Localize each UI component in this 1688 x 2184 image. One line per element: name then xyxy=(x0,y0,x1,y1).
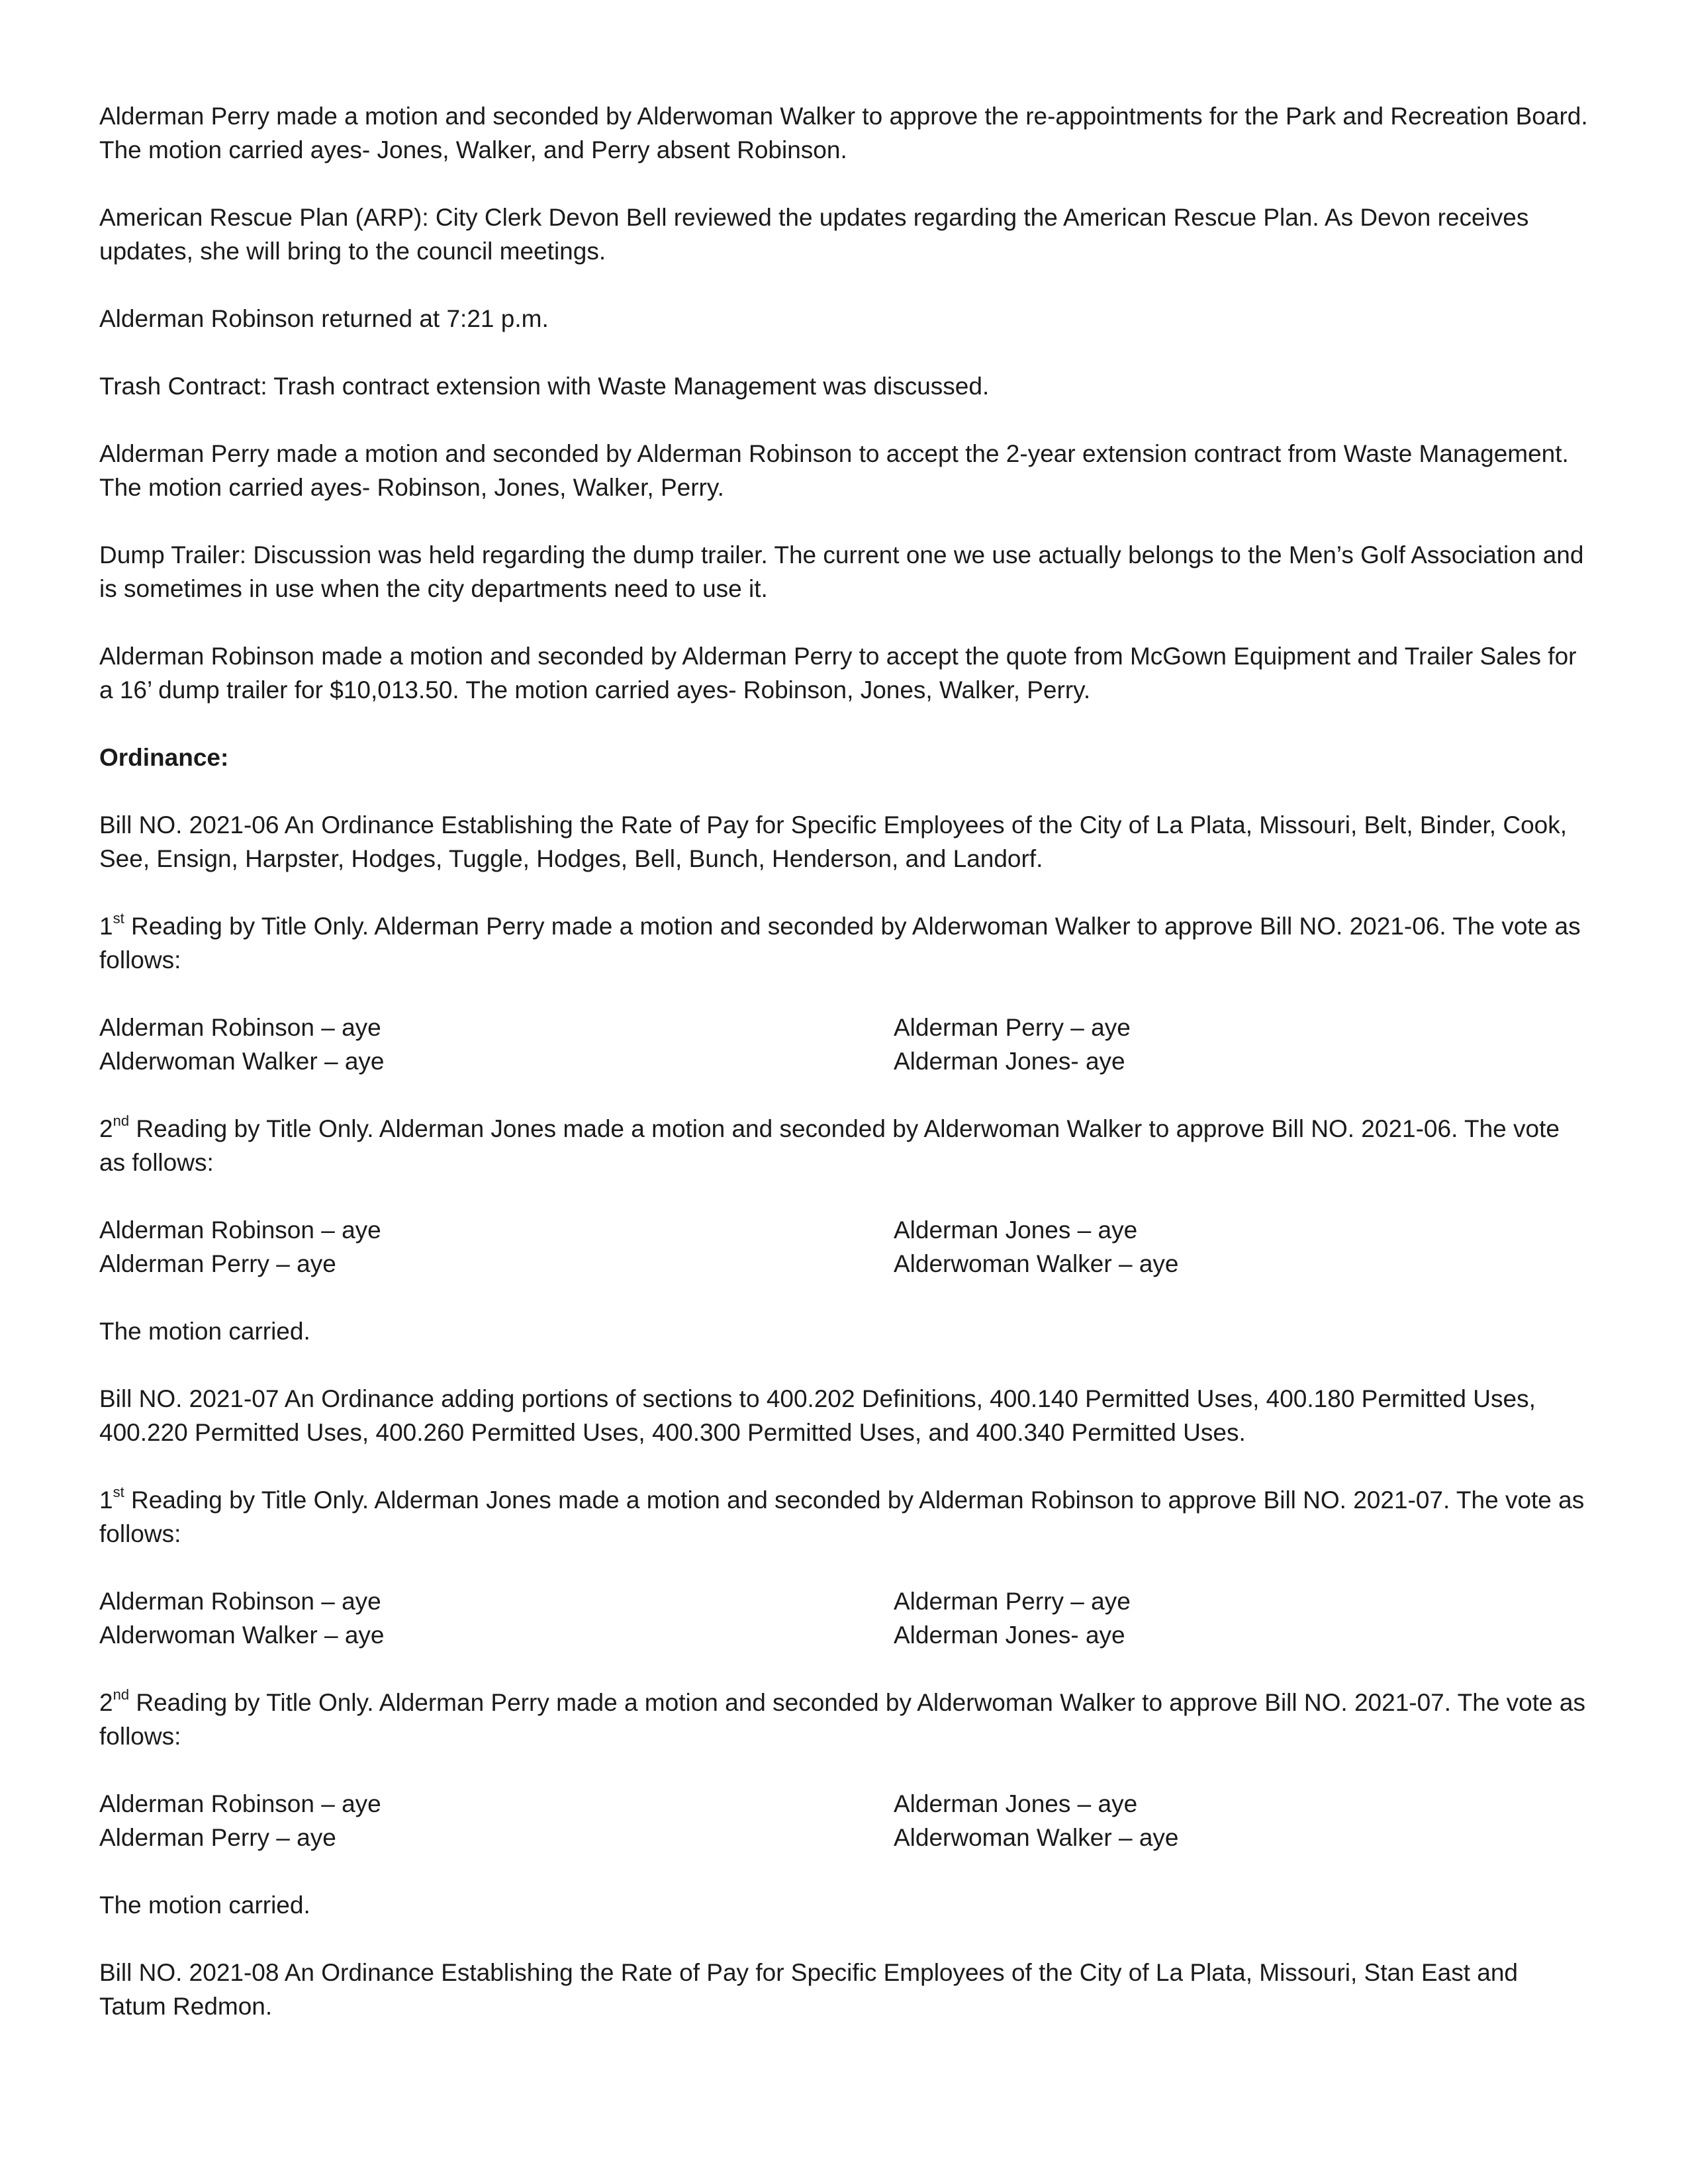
bill-2021-07-first-reading xyxy=(99,1483,1589,1551)
reading-text: Reading by Title Only. Alderman Perry made a motion and seconded by Alderwoman Walker to approve Bill NO. 2021-06. The vote as follows: xyxy=(99,913,1581,974)
reading-text: Reading by Title Only. Alderman Jones made a motion and seconded by Alderwoman Walker to approve Bill NO. 2021-06. The vote as follows: xyxy=(99,1115,1560,1176)
vote-entry: Alderwoman Walker – aye xyxy=(894,1250,1179,1277)
bill-2021-06-first-reading xyxy=(99,909,1589,977)
robinson-returned: Alderman Robinson returned at 7:21 p.m. xyxy=(99,305,549,332)
motion-park-recreation: Alderman Perry made a motion and seconded by Alderwoman Walker to approve the re-appointments for the Park and Recreation Board. The motion carried ayes- Jones, Walker, and Perry absent Robinson. xyxy=(99,103,1588,163)
vote-entry: Alderwoman Walker – aye xyxy=(894,1824,1179,1851)
reading-number: 2 xyxy=(99,1689,113,1716)
vote-entry: Alderwoman Walker – aye xyxy=(99,1048,385,1075)
bill-2021-06-second-reading xyxy=(99,1112,1589,1179)
dump-trailer-discussion: Dump Trailer: Discussion was held regarding the dump trailer. The current one we use actually belongs to the Men’s Golf Association and is sometimes in use when the city departments need to use it. xyxy=(99,541,1584,602)
reading-number: 1 xyxy=(99,1486,113,1514)
reading-number: 1 xyxy=(99,913,113,940)
vote-entry: Alderwoman Walker – aye xyxy=(99,1621,385,1649)
motion-waste-management: Alderman Perry made a motion and seconded by Alderman Robinson to accept the 2-year extension contract from Waste Management. The motion carried ayes- Robinson, Jones, Walker, Perry. xyxy=(99,440,1569,501)
vote-entry: Alderman Perry – aye xyxy=(894,1014,1131,1041)
vote-entry: Alderman Robinson – aye xyxy=(99,1216,381,1244)
reading-ordinal: st xyxy=(113,909,124,927)
bill-2021-07-carried: The motion carried. xyxy=(99,1891,310,1919)
bill-2021-07-second-reading-votes xyxy=(99,1787,1589,1854)
reading-text: Reading by Title Only. Alderman Perry made a motion and seconded by Alderwoman Walker to approve Bill NO. 2021-07. The vote as follows: xyxy=(99,1689,1585,1750)
bill-2021-07-second-reading xyxy=(99,1686,1589,1753)
vote-entry: Alderman Jones – aye xyxy=(894,1790,1138,1817)
reading-number: 2 xyxy=(99,1115,113,1142)
vote-entry: Alderman Perry – aye xyxy=(99,1250,336,1277)
reading-ordinal: nd xyxy=(113,1112,130,1129)
bill-2021-07-title: Bill NO. 2021-07 An Ordinance adding portions of sections to 400.202 Definitions, 400.140 Permitted Uses, 400.180 Permitted Uses, 400.220 Permitted Uses, 400.260 Permitted Uses, 400.300 Permitted Uses, and 400.340 Permitted Uses. xyxy=(99,1385,1536,1446)
vote-entry: Alderman Perry – aye xyxy=(99,1824,336,1851)
vote-entry: Alderman Robinson – aye xyxy=(99,1790,381,1817)
bill-2021-06-second-reading-votes xyxy=(99,1213,1589,1281)
bill-2021-06-first-reading-votes xyxy=(99,1011,1589,1078)
minutes-page xyxy=(99,99,1589,2057)
motion-dump-trailer: Alderman Robinson made a motion and seconded by Alderman Perry to accept the quote from McGown Equipment and Trailer Sales for a 16’ dump trailer for $10,013.50. The motion carried ayes- Robinson, Jones, Walker, Perry. xyxy=(99,643,1577,704)
vote-entry: Alderman Robinson – aye xyxy=(99,1014,381,1041)
vote-entry: Alderman Robinson – aye xyxy=(99,1588,381,1615)
bill-2021-06-carried: The motion carried. xyxy=(99,1318,310,1345)
vote-entry: Alderman Perry – aye xyxy=(894,1588,1131,1615)
arp-update: American Rescue Plan (ARP): City Clerk Devon Bell reviewed the updates regarding the American Rescue Plan. As Devon receives updates, she will bring to the council meetings. xyxy=(99,204,1529,265)
ordinance-heading: Ordinance: xyxy=(99,744,229,771)
bill-2021-08-title: Bill NO. 2021-08 An Ordinance Establishing the Rate of Pay for Specific Employees of the City of La Plata, Missouri, Stan East and Tatum Redmon. xyxy=(99,1959,1519,2020)
bill-2021-06-title: Bill NO. 2021-06 An Ordinance Establishing the Rate of Pay for Specific Employees of the City of La Plata, Missouri, Belt, Binder, Cook, See, Ensign, Harpster, Hodges, Tuggle, Hodges, Bell, Bunch, Henderson, and Landorf. xyxy=(99,811,1568,872)
vote-entry: Alderman Jones – aye xyxy=(894,1216,1138,1244)
vote-entry: Alderman Jones- aye xyxy=(894,1048,1125,1075)
vote-entry: Alderman Jones- aye xyxy=(894,1621,1125,1649)
reading-ordinal: nd xyxy=(113,1686,130,1703)
trash-contract: Trash Contract: Trash contract extension with Waste Management was discussed. xyxy=(99,373,990,400)
reading-ordinal: st xyxy=(113,1483,124,1500)
bill-2021-07-first-reading-votes xyxy=(99,1584,1589,1652)
reading-text: Reading by Title Only. Alderman Jones made a motion and seconded by Alderman Robinson to approve Bill NO. 2021-07. The vote as follows: xyxy=(99,1486,1585,1547)
